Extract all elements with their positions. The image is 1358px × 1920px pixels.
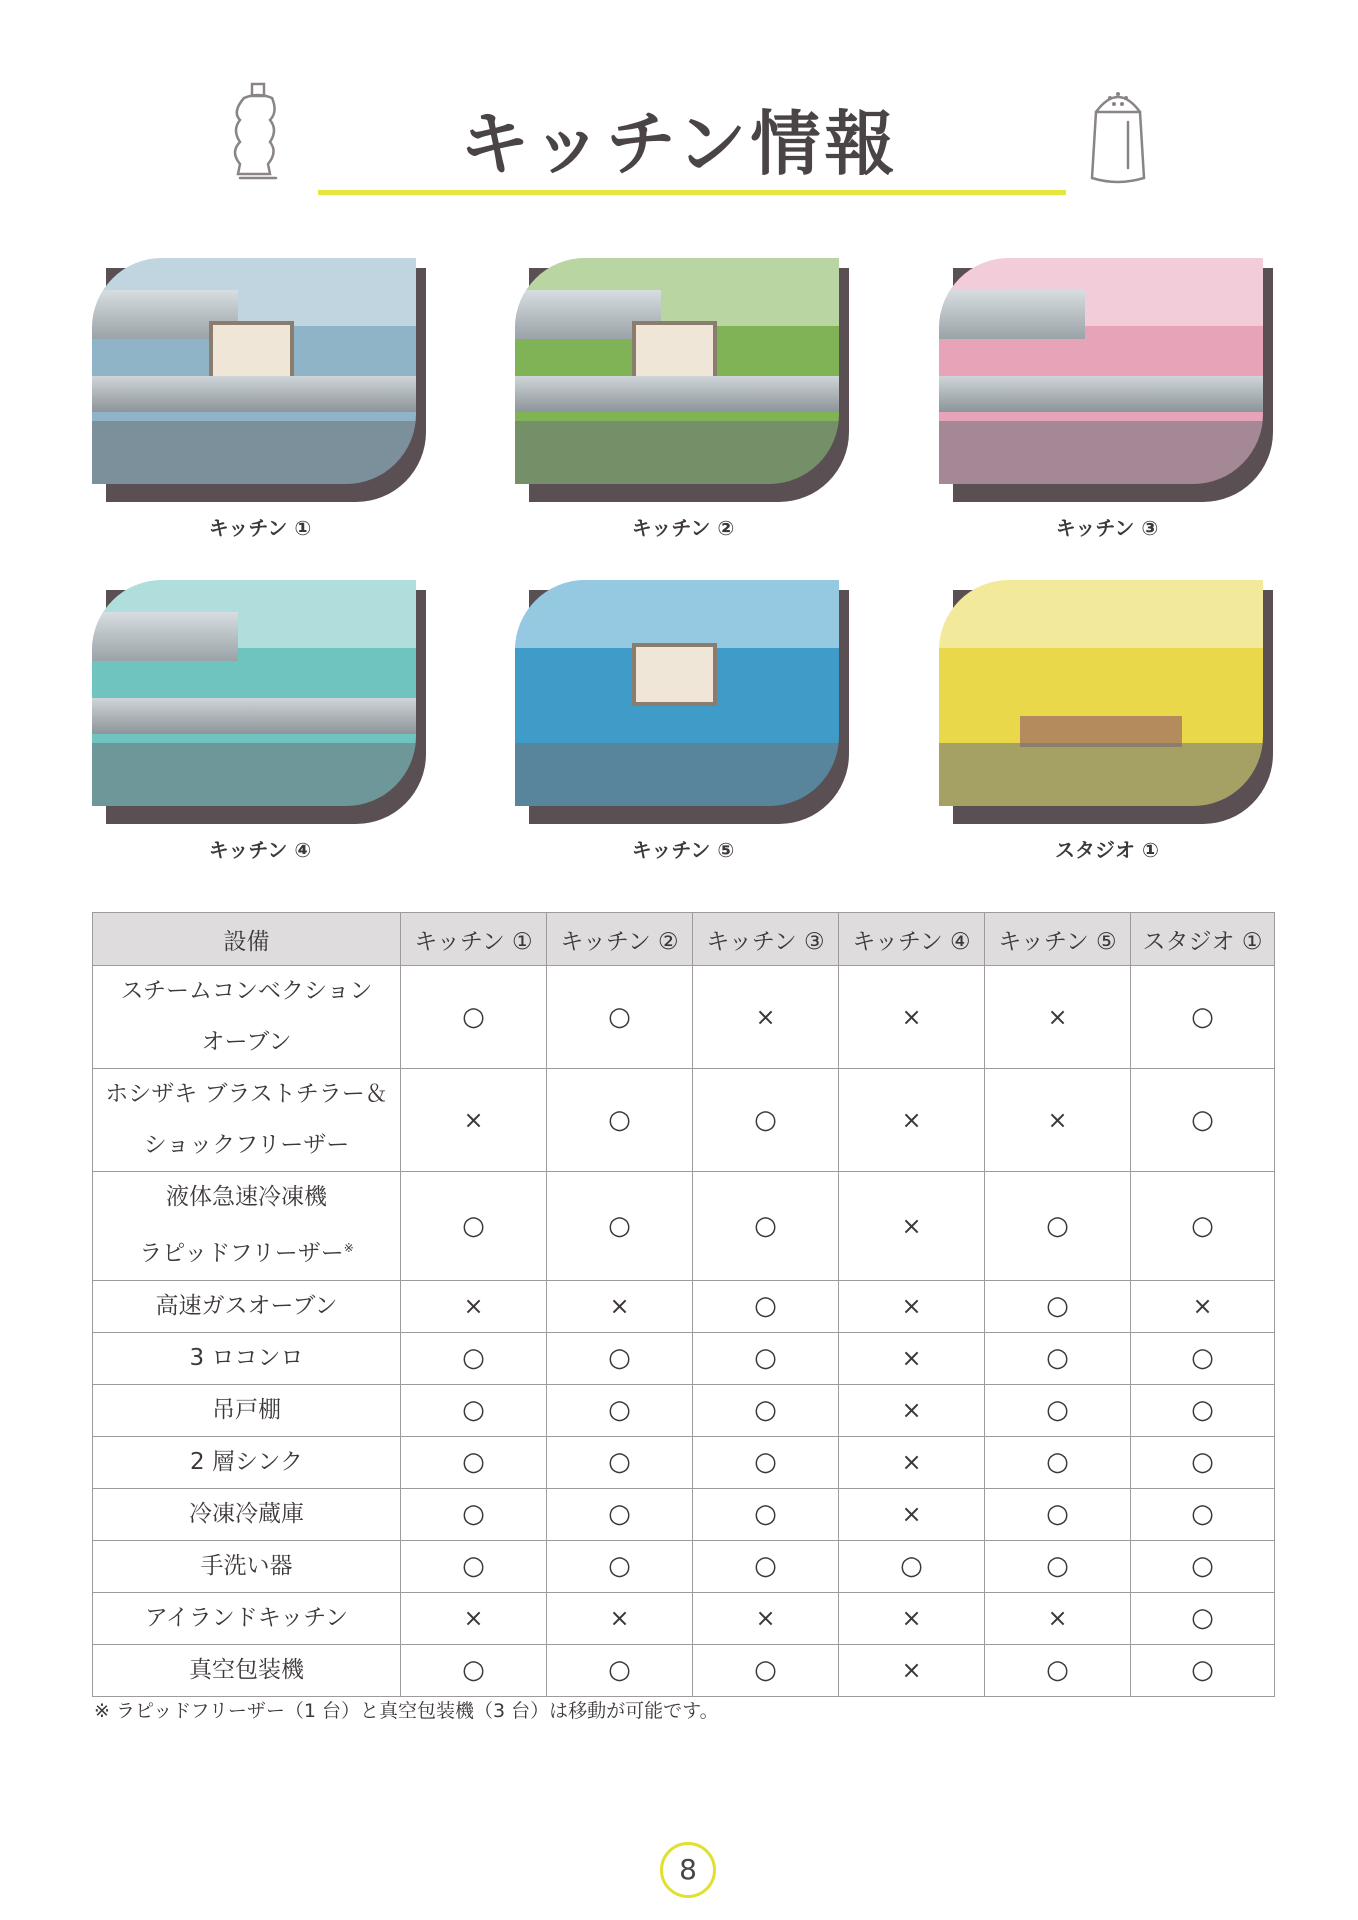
- equipment-name-line: [93, 1120, 400, 1171]
- photo-caption: キッチン ①: [208, 516, 312, 540]
- availability-cell: [693, 1592, 839, 1644]
- equipment-name-line: [93, 1223, 400, 1280]
- equipment-name-line: 手洗い器: [200, 1552, 293, 1579]
- available-mark: ○: [462, 1655, 485, 1686]
- availability-cell: [839, 966, 985, 1069]
- photo-caption: キッチン ⑤: [631, 838, 735, 862]
- column-header: キッチン ⑤: [985, 913, 1131, 966]
- availability-cell: [1131, 966, 1275, 1069]
- availability-cell: [547, 966, 693, 1069]
- equipment-name-text: ショックフリーザー: [143, 1132, 350, 1158]
- table-header-row: [93, 913, 1275, 966]
- available-mark: ○: [1046, 1343, 1069, 1374]
- unavailable-mark: ×: [901, 1211, 922, 1240]
- available-mark: ○: [608, 1343, 631, 1374]
- table-row: [93, 1332, 1275, 1384]
- availability-cell: [547, 1436, 693, 1488]
- availability-cell: [401, 1332, 547, 1384]
- availability-cell: [1131, 1069, 1275, 1172]
- available-mark: ○: [462, 1447, 485, 1478]
- available-mark: ○: [754, 1291, 777, 1322]
- equipment-name: [93, 1488, 401, 1540]
- available-mark: ○: [1046, 1210, 1069, 1241]
- available-mark: ○: [462, 1343, 485, 1374]
- equipment-name-line: 3 ロコンロ: [189, 1344, 304, 1371]
- photo-card-studio-1: [939, 580, 1289, 862]
- available-mark: ○: [1191, 1395, 1214, 1426]
- equipment-name-line: アイランドキッチン: [144, 1604, 349, 1631]
- page-number: 8: [660, 1842, 716, 1898]
- photo-card-kitchen-2: [515, 258, 865, 540]
- footnote: ※ ラピッドフリーザー（1 台）と真空包装機（3 台）は移動が可能です。: [94, 1700, 719, 1722]
- unavailable-mark: ×: [901, 1003, 922, 1031]
- available-mark: ○: [1191, 1551, 1214, 1582]
- equipment-name-line: 液体急速冷凍機: [166, 1184, 327, 1210]
- table-row: [93, 1436, 1275, 1488]
- available-mark: ○: [754, 1105, 777, 1135]
- unavailable-mark: ×: [901, 1396, 922, 1425]
- kitchen-photo: [515, 258, 839, 484]
- available-mark: ○: [1046, 1447, 1069, 1478]
- availability-cell: [839, 1436, 985, 1488]
- table-row: [93, 1172, 1275, 1281]
- availability-cell: [985, 1644, 1131, 1696]
- kitchen-photo: [939, 258, 1263, 484]
- equipment-name: [93, 1644, 401, 1696]
- availability-cell: [985, 1172, 1131, 1281]
- available-mark: ○: [1191, 1002, 1214, 1032]
- availability-cell: [985, 1592, 1131, 1644]
- availability-cell: [401, 1592, 547, 1644]
- unavailable-mark: ×: [901, 1106, 922, 1134]
- photo-caption: キッチン ②: [631, 516, 735, 540]
- availability-cell: [1131, 1540, 1275, 1592]
- availability-cell: [839, 1172, 985, 1281]
- studio-photo: [939, 580, 1263, 806]
- availability-cell: [1131, 1488, 1275, 1540]
- available-mark: ○: [608, 1655, 631, 1686]
- availability-cell: [693, 966, 839, 1069]
- table-row: [93, 1644, 1275, 1696]
- table-row: [93, 1384, 1275, 1436]
- availability-cell: [693, 1172, 839, 1281]
- table-row: [93, 1069, 1275, 1172]
- available-mark: ○: [1046, 1395, 1069, 1426]
- note-mark: ※: [343, 1241, 354, 1255]
- availability-cell: [401, 1069, 547, 1172]
- unavailable-mark: ×: [901, 1500, 922, 1529]
- availability-cell: [693, 1332, 839, 1384]
- kitchen-photo: [92, 258, 416, 484]
- unavailable-mark: ×: [1047, 1604, 1068, 1633]
- available-mark: ○: [462, 1395, 485, 1426]
- available-mark: ○: [462, 1002, 485, 1032]
- availability-cell: [839, 1488, 985, 1540]
- column-header: キッチン ③: [693, 913, 839, 966]
- availability-cell: [693, 1384, 839, 1436]
- available-mark: ○: [754, 1395, 777, 1426]
- availability-cell: [839, 1592, 985, 1644]
- available-mark: ○: [1191, 1447, 1214, 1478]
- equipment-name: [93, 1332, 401, 1384]
- availability-cell: [985, 966, 1131, 1069]
- kitchen-photo: [92, 580, 416, 806]
- availability-cell: [547, 1592, 693, 1644]
- availability-cell: [693, 1280, 839, 1332]
- availability-cell: [839, 1644, 985, 1696]
- available-mark: ○: [608, 1210, 631, 1241]
- availability-cell: [985, 1488, 1131, 1540]
- available-mark: ○: [754, 1343, 777, 1374]
- availability-cell: [839, 1069, 985, 1172]
- availability-cell: [1131, 1436, 1275, 1488]
- table-row: [93, 1488, 1275, 1540]
- table-row: [93, 1592, 1275, 1644]
- equipment-name-text: ラピッドフリーザー: [139, 1240, 344, 1267]
- table-row: [93, 966, 1275, 1069]
- available-mark: ○: [1046, 1551, 1069, 1582]
- photo-card-kitchen-5: [515, 580, 865, 862]
- availability-cell: [693, 1540, 839, 1592]
- availability-cell: [547, 1384, 693, 1436]
- availability-cell: [1131, 1384, 1275, 1436]
- unavailable-mark: ×: [901, 1656, 922, 1685]
- photo-card-kitchen-3: [939, 258, 1289, 540]
- column-header: 設備: [93, 913, 401, 966]
- equipment-name-line: 冷凍冷蔵庫: [189, 1500, 304, 1527]
- availability-cell: [547, 1332, 693, 1384]
- equipment-name: [93, 1592, 401, 1644]
- availability-cell: [1131, 1280, 1275, 1332]
- unavailable-mark: ×: [463, 1604, 484, 1633]
- availability-cell: [1131, 1592, 1275, 1644]
- availability-cell: [401, 1172, 547, 1281]
- unavailable-mark: ×: [901, 1448, 922, 1477]
- photo-card-kitchen-1: [92, 258, 442, 540]
- unavailable-mark: ×: [463, 1106, 484, 1134]
- equipment-name: [93, 1540, 401, 1592]
- availability-cell: [985, 1384, 1131, 1436]
- availability-cell: [401, 1280, 547, 1332]
- availability-cell: [1131, 1644, 1275, 1696]
- column-header: キッチン ①: [401, 913, 547, 966]
- unavailable-mark: ×: [609, 1292, 630, 1321]
- availability-cell: [839, 1280, 985, 1332]
- availability-cell: [1131, 1172, 1275, 1281]
- equipment-name: [93, 1384, 401, 1436]
- page-title: キッチン情報: [459, 103, 899, 185]
- title-underline: [318, 190, 1066, 195]
- unavailable-mark: ×: [1192, 1292, 1213, 1321]
- equipment-name: [93, 1172, 401, 1281]
- available-mark: ○: [608, 1499, 631, 1530]
- unavailable-mark: ×: [901, 1344, 922, 1373]
- equipment-table: [92, 912, 1275, 1697]
- equipment-name: [93, 966, 401, 1069]
- availability-cell: [839, 1540, 985, 1592]
- photo-caption: スタジオ ①: [1055, 838, 1159, 862]
- equipment-name-line: [93, 1017, 400, 1068]
- column-header: スタジオ ①: [1131, 913, 1275, 966]
- equipment-name-line: スチームコンベクション: [120, 978, 373, 1004]
- available-mark: ○: [754, 1499, 777, 1530]
- availability-cell: [547, 1069, 693, 1172]
- equipment-name: [93, 1069, 401, 1172]
- availability-cell: [547, 1540, 693, 1592]
- kitchen-photo: [515, 580, 839, 806]
- availability-cell: [985, 1069, 1131, 1172]
- available-mark: ○: [900, 1551, 923, 1582]
- available-mark: ○: [754, 1210, 777, 1241]
- availability-cell: [401, 1436, 547, 1488]
- unavailable-mark: ×: [1047, 1106, 1068, 1134]
- available-mark: ○: [1046, 1655, 1069, 1686]
- available-mark: ○: [1191, 1105, 1214, 1135]
- available-mark: ○: [608, 1447, 631, 1478]
- available-mark: ○: [462, 1551, 485, 1582]
- available-mark: ○: [608, 1395, 631, 1426]
- equipment-name-line: 高速ガスオーブン: [155, 1292, 338, 1319]
- available-mark: ○: [754, 1655, 777, 1686]
- availability-cell: [547, 1488, 693, 1540]
- unavailable-mark: ×: [901, 1604, 922, 1633]
- availability-cell: [547, 1644, 693, 1696]
- unavailable-mark: ×: [755, 1604, 776, 1633]
- availability-cell: [839, 1384, 985, 1436]
- photo-caption: キッチン ④: [208, 838, 312, 862]
- equipment-name-line: 吊戸棚: [212, 1396, 281, 1423]
- available-mark: ○: [1046, 1499, 1069, 1530]
- unavailable-mark: ×: [901, 1292, 922, 1321]
- available-mark: ○: [608, 1551, 631, 1582]
- available-mark: ○: [462, 1499, 485, 1530]
- available-mark: ○: [608, 1105, 631, 1135]
- column-header: キッチン ②: [547, 913, 693, 966]
- equipment-name-line: 真空包装機: [189, 1656, 304, 1683]
- available-mark: ○: [1191, 1603, 1214, 1634]
- photo-card-kitchen-4: [92, 580, 442, 862]
- availability-cell: [401, 1488, 547, 1540]
- availability-cell: [1131, 1332, 1275, 1384]
- available-mark: ○: [1191, 1210, 1214, 1241]
- equipment-name-line: ホシザキ ブラストチラー＆: [105, 1081, 388, 1107]
- availability-cell: [985, 1280, 1131, 1332]
- unavailable-mark: ×: [463, 1292, 484, 1321]
- available-mark: ○: [1191, 1343, 1214, 1374]
- table-row: [93, 1280, 1275, 1332]
- availability-cell: [547, 1172, 693, 1281]
- availability-cell: [985, 1540, 1131, 1592]
- available-mark: ○: [462, 1210, 485, 1241]
- available-mark: ○: [1191, 1655, 1214, 1686]
- unavailable-mark: ×: [1047, 1003, 1068, 1031]
- availability-cell: [401, 1540, 547, 1592]
- availability-cell: [693, 1436, 839, 1488]
- table-row: [93, 1540, 1275, 1592]
- equipment-name: [93, 1280, 401, 1332]
- availability-cell: [401, 966, 547, 1069]
- equipment-name-line: 2 層シンク: [190, 1448, 303, 1475]
- availability-cell: [693, 1644, 839, 1696]
- unavailable-mark: ×: [609, 1604, 630, 1633]
- available-mark: ○: [754, 1447, 777, 1478]
- availability-cell: [985, 1332, 1131, 1384]
- photo-caption: キッチン ③: [1055, 516, 1159, 540]
- available-mark: ○: [608, 1002, 631, 1032]
- available-mark: ○: [1046, 1291, 1069, 1322]
- availability-cell: [693, 1488, 839, 1540]
- column-header: キッチン ④: [839, 913, 985, 966]
- equipment-name-text: オーブン: [201, 1029, 292, 1055]
- availability-cell: [839, 1332, 985, 1384]
- availability-cell: [985, 1436, 1131, 1488]
- available-mark: ○: [1191, 1499, 1214, 1530]
- unavailable-mark: ×: [755, 1003, 776, 1031]
- availability-cell: [693, 1069, 839, 1172]
- availability-cell: [401, 1644, 547, 1696]
- available-mark: ○: [754, 1551, 777, 1582]
- availability-cell: [401, 1384, 547, 1436]
- availability-cell: [547, 1280, 693, 1332]
- equipment-name: [93, 1436, 401, 1488]
